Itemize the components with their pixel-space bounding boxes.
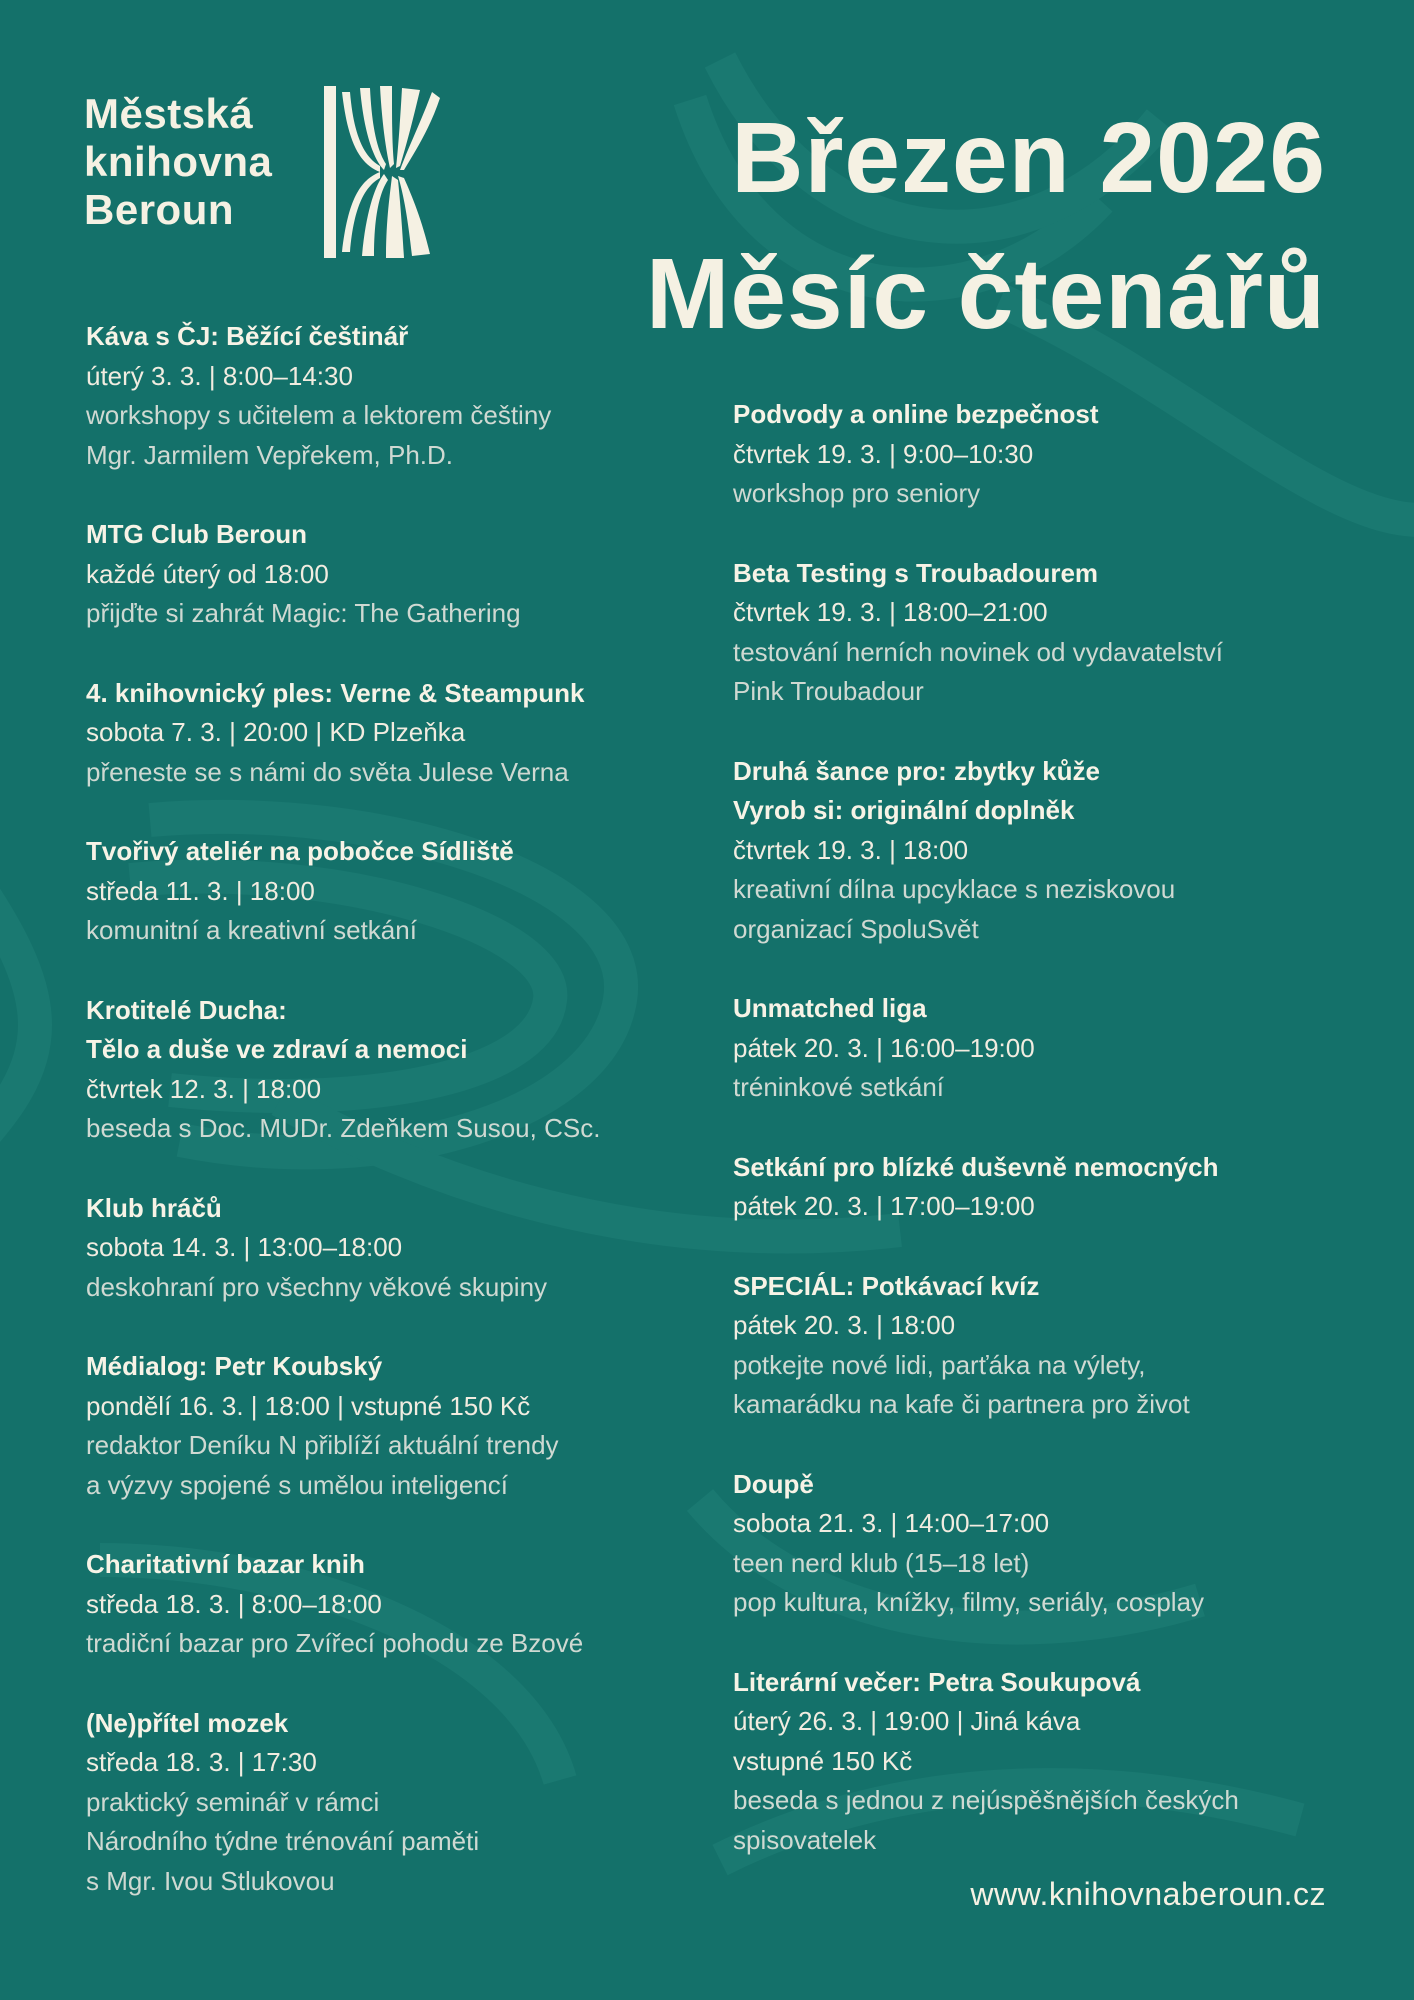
event-title: Káva s ČJ: Běžící češtinář [86, 321, 409, 351]
event-date: vstupné 150 Kč [733, 1745, 913, 1776]
logo-text [84, 90, 272, 234]
event-date: čtvrtek 19. 3. | 9:00–10:30 [733, 438, 1034, 469]
event-date: pondělí 16. 3. | 18:00 | vstupné 150 Kč [86, 1390, 531, 1421]
library-logo[interactable] [84, 84, 444, 264]
event-item [733, 1465, 1353, 1623]
event-description: teen nerd klub (15–18 let) [733, 1547, 1030, 1578]
event-description: s Mgr. Ivou Stlukovou [86, 1865, 335, 1896]
event-description: praktický seminář v rámci [86, 1786, 380, 1817]
event-title: (Ne)přítel mozek [86, 1707, 289, 1738]
event-description: komunitní a kreativní setkání [86, 915, 417, 945]
event-title: Klub hráčů [86, 1192, 222, 1223]
event-title: MTG Club Beroun [86, 519, 307, 549]
event-description: spisovatelek [733, 1824, 877, 1855]
k-mark-icon [320, 84, 440, 260]
event-date: čtvrtek 19. 3. | 18:00–21:00 [733, 597, 1048, 627]
event-description: workshopy s učitelem a lektorem češtiny [86, 400, 552, 430]
event-description: deskohraní pro všechny věkové skupiny [86, 1271, 548, 1302]
event-title: Unmatched liga [733, 993, 927, 1023]
event-description: testování herních novinek od vydavatelství [733, 636, 1223, 667]
title-theme: Měsíc čtenářů [646, 238, 1326, 350]
event-item [733, 989, 1353, 1108]
event-date: pátek 20. 3. | 16:00–19:00 [733, 1032, 1035, 1063]
event-date: pátek 20. 3. | 17:00–19:00 [733, 1191, 1035, 1221]
event-date: středa 11. 3. | 18:00 [86, 875, 315, 906]
event-title: Literární večer: Petra Soukupová [733, 1666, 1141, 1697]
event-item [733, 554, 1353, 712]
event-description: organizací SpoluSvět [733, 913, 979, 944]
events-right-column [733, 395, 1353, 1860]
event-title: Setkání pro blízké duševně nemocných [733, 1151, 1219, 1182]
logo-line: Městská [84, 90, 254, 137]
event-date: středa 18. 3. | 8:00–18:00 [86, 1588, 382, 1619]
event-description: a výzvy spojené s umělou inteligencí [86, 1469, 509, 1500]
event-description: workshop pro seniory [733, 478, 981, 508]
event-date: čtvrtek 19. 3. | 18:00 [733, 834, 969, 865]
event-description: kamarádku na kafe či partnera pro život [733, 1389, 1190, 1419]
event-description: přeneste se s námi do světa Julese Verna [86, 756, 569, 787]
event-item [86, 1704, 726, 1902]
event-date: úterý 3. 3. | 8:00–14:30 [86, 360, 353, 391]
event-date: středa 18. 3. | 17:30 [86, 1747, 317, 1777]
event-date: pátek 20. 3. | 18:00 [733, 1310, 956, 1340]
event-title: SPECIÁL: Potkávací kvíz [733, 1270, 1040, 1301]
event-title: Tvořivý ateliér na pobočce Sídliště [86, 836, 514, 866]
event-title: Tělo a duše ve zdraví a nemoci [86, 1034, 468, 1064]
event-title: Krotitelé Ducha: [86, 994, 287, 1025]
event-item [733, 1267, 1353, 1425]
logo-line: Beroun [84, 186, 234, 233]
event-date: čtvrtek 12. 3. | 18:00 [86, 1073, 322, 1104]
event-title: Doupě [733, 1468, 814, 1499]
title-month: Březen 2026 [731, 102, 1326, 214]
event-date: úterý 26. 3. | 19:00 | Jiná káva [733, 1706, 1081, 1736]
event-date: sobota 21. 3. | 14:00–17:00 [733, 1508, 1050, 1538]
page-title [646, 90, 1326, 362]
event-description: tréninkové setkání [733, 1072, 945, 1102]
event-item [86, 674, 726, 793]
events-left-column [86, 317, 726, 1901]
event-description: beseda s Doc. MUDr. Zdeňkem Susou, CSc. [86, 1113, 601, 1143]
event-title: Vyrob si: originální doplněk [733, 795, 1075, 825]
event-item [86, 1347, 726, 1505]
event-description: Národního týdne trénování paměti [86, 1826, 480, 1856]
event-date: sobota 7. 3. | 20:00 | KD Plzeňka [86, 717, 466, 747]
event-title: Druhá šance pro: zbytky kůže [733, 755, 1100, 786]
event-date: sobota 14. 3. | 13:00–18:00 [86, 1232, 403, 1262]
event-item [86, 991, 726, 1149]
event-description: pop kultura, knížky, filmy, seriály, cosplay [733, 1587, 1205, 1617]
event-item [86, 1189, 726, 1308]
logo-line: knihovna [84, 138, 273, 185]
event-title: Charitativní bazar knih [86, 1549, 365, 1579]
event-description: beseda s jednou z nejúspěšnějších českých [733, 1785, 1239, 1815]
event-item [733, 752, 1353, 950]
event-title: Podvody a online bezpečnost [733, 399, 1099, 429]
event-item [86, 1545, 726, 1664]
event-description: redaktor Deníku N přiblíží aktuální trendy [86, 1430, 559, 1460]
event-description: potkejte nové lidi, parťáka na výlety, [733, 1349, 1146, 1380]
event-description: Pink Troubadour [733, 676, 924, 706]
website-link[interactable]: www.knihovnaberoun.cz [970, 1876, 1326, 1912]
event-description: tradiční bazar pro Zvířecí pohodu ze Bzové [86, 1628, 584, 1658]
event-date: každé úterý od 18:00 [86, 558, 329, 589]
event-description: Mgr. Jarmilem Vepřekem, Ph.D. [86, 439, 453, 470]
event-item [86, 832, 726, 951]
event-item [733, 395, 1353, 514]
event-description: přijďte si zahrát Magic: The Gathering [86, 598, 521, 628]
event-title: 4. knihovnický ples: Verne & Steampunk [86, 677, 585, 708]
event-item [733, 1148, 1353, 1227]
event-description: kreativní dílna upcyklace s neziskovou [733, 874, 1176, 904]
event-item [86, 515, 726, 634]
event-item [733, 1663, 1353, 1861]
event-title: Beta Testing s Troubadourem [733, 557, 1099, 588]
event-title: Médialog: Petr Koubský [86, 1351, 383, 1381]
event-item [86, 317, 726, 475]
